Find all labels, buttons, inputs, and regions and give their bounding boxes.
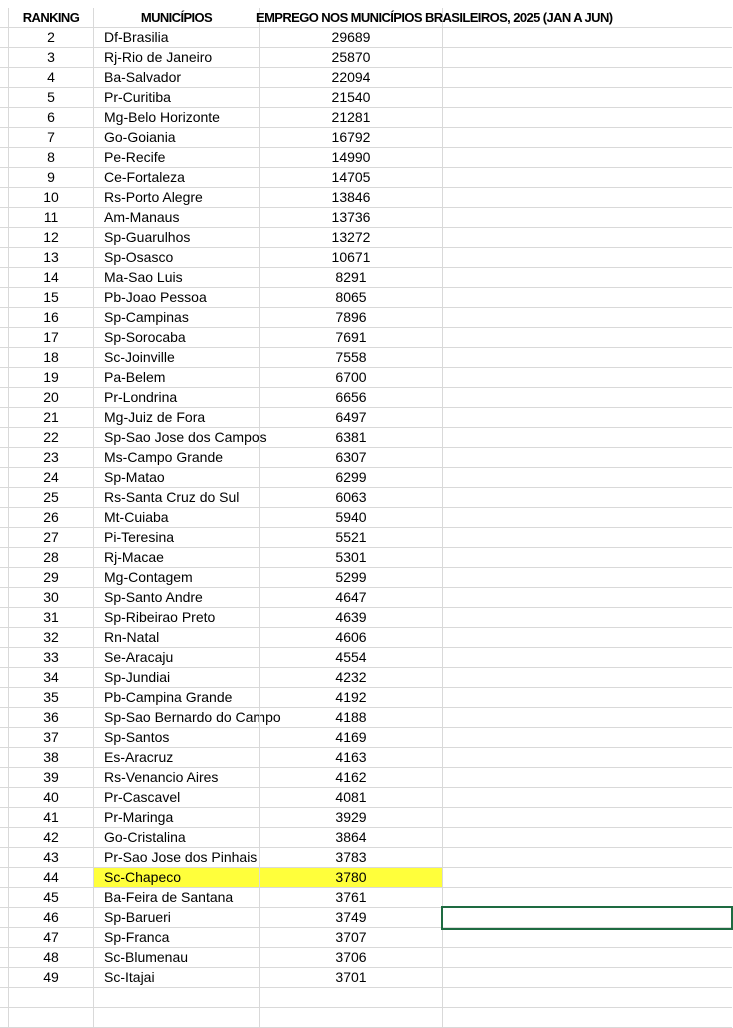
empty-cell[interactable] [443,28,732,47]
rank-cell[interactable]: 34 [8,668,93,687]
valor-cell[interactable]: 10671 [259,248,443,267]
valor-cell[interactable]: 4554 [259,648,443,667]
empty-cell[interactable] [443,688,732,707]
table-row [0,68,732,88]
table-row [0,688,732,708]
municipio-cell[interactable]: Sc-Joinville [93,348,259,367]
table-row [0,748,732,768]
rank-cell[interactable]: 4 [8,68,93,87]
valor-cell[interactable]: 4647 [259,588,443,607]
rank-cell[interactable]: 27 [8,528,93,547]
municipio-cell[interactable]: Pr-Londrina [93,388,259,407]
valor-cell[interactable]: 29689 [259,28,443,47]
table-row [0,288,732,308]
valor-cell[interactable]: 4232 [259,668,443,687]
valor-cell[interactable] [259,988,443,1007]
municipio-cell[interactable]: Ba-Feira de Santana [93,888,259,907]
table-row [0,88,732,108]
rank-cell[interactable]: 7 [8,128,93,147]
municipio-cell[interactable]: Mg-Juiz de Fora [93,408,259,427]
valor-cell[interactable]: 3929 [259,808,443,827]
valor-cell[interactable]: 6656 [259,388,443,407]
valor-cell[interactable]: 4162 [259,768,443,787]
rank-cell[interactable]: 11 [8,208,93,227]
empty-cell[interactable] [443,168,732,187]
rank-cell[interactable]: 29 [8,568,93,587]
table-row [0,948,732,968]
empty-cell[interactable] [443,948,732,967]
rank-cell[interactable]: 42 [8,828,93,847]
rank-cell[interactable]: 21 [8,408,93,427]
municipio-cell[interactable]: Rj-Rio de Janeiro [93,48,259,67]
table-row [0,148,732,168]
rank-cell[interactable]: 47 [8,928,93,947]
valor-cell[interactable]: 4639 [259,608,443,627]
municipio-cell[interactable]: Sp-Franca [93,928,259,947]
valor-cell[interactable]: 3864 [259,828,443,847]
table-row [0,928,732,948]
rank-cell[interactable]: 12 [8,228,93,247]
rank-cell[interactable]: 19 [8,368,93,387]
empty-cell[interactable] [443,568,732,587]
valor-cell[interactable]: 13846 [259,188,443,207]
empty-cell[interactable] [443,128,732,147]
rank-cell[interactable] [8,1008,93,1027]
valor-cell[interactable]: 7691 [259,328,443,347]
table-row [0,108,732,128]
valor-cell[interactable]: 4169 [259,728,443,747]
table-row [0,968,732,988]
empty-cell[interactable] [443,888,732,907]
rank-cell[interactable]: 15 [8,288,93,307]
municipio-cell[interactable]: Es-Aracruz [93,748,259,767]
table-row [0,848,732,868]
table-row [0,348,732,368]
municipio-cell[interactable]: Ce-Fortaleza [93,168,259,187]
rank-cell[interactable]: 23 [8,448,93,467]
table-row [0,588,732,608]
empty-cell[interactable] [443,228,732,247]
table-row [0,768,732,788]
municipio-cell[interactable]: Df-Brasilia [93,28,259,47]
municipio-cell[interactable]: Sp-Santos [93,728,259,747]
municipio-cell[interactable]: Rs-Santa Cruz do Sul [93,488,259,507]
rank-cell[interactable]: 44 [8,868,93,887]
valor-cell[interactable]: 16792 [259,128,443,147]
rank-cell[interactable]: 5 [8,88,93,107]
municipio-cell[interactable]: Mt-Cuiaba [93,508,259,527]
rank-cell[interactable]: 8 [8,148,93,167]
municipio-cell[interactable]: Sp-Campinas [93,308,259,327]
rank-cell[interactable]: 33 [8,648,93,667]
empty-cell[interactable] [443,448,732,467]
municipio-cell[interactable]: Ba-Salvador [93,68,259,87]
empty-cell[interactable] [443,828,732,847]
empty-cell[interactable] [443,728,732,747]
table-row [0,368,732,388]
valor-cell[interactable]: 13272 [259,228,443,247]
valor-cell[interactable]: 6700 [259,368,443,387]
valor-cell[interactable]: 3783 [259,848,443,867]
table-row [0,788,732,808]
empty-cell[interactable] [443,208,732,227]
empty-cell[interactable] [443,488,732,507]
valor-cell[interactable]: 6063 [259,488,443,507]
municipio-cell[interactable]: Pi-Teresina [93,528,259,547]
rank-cell[interactable]: 39 [8,768,93,787]
municipio-cell[interactable]: Ma-Sao Luis [93,268,259,287]
municipio-cell[interactable]: Sp-Guarulhos [93,228,259,247]
valor-cell[interactable]: 3780 [259,868,443,887]
valor-cell[interactable]: 6307 [259,448,443,467]
valor-cell[interactable]: 3761 [259,888,443,907]
empty-cell[interactable] [443,528,732,547]
table-row [0,448,732,468]
valor-cell[interactable]: 5940 [259,508,443,527]
rank-cell[interactable]: 10 [8,188,93,207]
empty-cell[interactable] [443,608,732,627]
table-row [0,728,732,748]
municipio-cell[interactable]: Pr-Sao Jose dos Pinhais [93,848,259,867]
table-row [0,48,732,68]
municipio-cell[interactable]: Sp-Matao [93,468,259,487]
municipio-cell[interactable]: Sp-Jundiai [93,668,259,687]
rank-cell[interactable]: 20 [8,388,93,407]
valor-cell[interactable]: 8291 [259,268,443,287]
municipio-cell[interactable]: Sp-Sao Jose dos Campos [93,428,259,447]
municipio-cell[interactable]: Go-Cristalina [93,828,259,847]
empty-cell[interactable] [443,68,732,87]
table-row [0,268,732,288]
rank-cell[interactable]: 22 [8,428,93,447]
table-row [0,888,732,908]
empty-cell[interactable] [443,248,732,267]
table-row [0,428,732,448]
header-row [0,8,732,28]
header-ranking[interactable]: RANKING [8,8,93,27]
municipio-cell[interactable]: Ms-Campo Grande [93,448,259,467]
empty-cell[interactable] [443,428,732,447]
municipio-cell[interactable] [93,1008,259,1027]
empty-cell[interactable] [443,788,732,807]
valor-cell[interactable]: 4081 [259,788,443,807]
municipio-cell[interactable]: Pr-Curitiba [93,88,259,107]
municipio-cell[interactable]: Am-Manaus [93,208,259,227]
table-row [0,608,732,628]
empty-cell[interactable] [443,408,732,427]
valor-cell[interactable]: 13736 [259,208,443,227]
valor-cell[interactable]: 5299 [259,568,443,587]
rank-cell[interactable]: 31 [8,608,93,627]
rank-cell[interactable]: 14 [8,268,93,287]
empty-cell[interactable] [443,348,732,367]
empty-cell[interactable] [443,368,732,387]
table-row [0,388,732,408]
empty-cell[interactable] [443,848,732,867]
header-municipios[interactable]: MUNICÍPIOS [93,8,259,27]
empty-cell[interactable] [443,588,732,607]
table-row [0,308,732,328]
municipio-cell[interactable] [93,988,259,1007]
table-row [0,248,732,268]
valor-cell[interactable]: 3749 [259,908,443,927]
table-row [0,168,732,188]
municipio-cell[interactable]: Pa-Belem [93,368,259,387]
rank-cell[interactable]: 38 [8,748,93,767]
empty-cell[interactable] [443,388,732,407]
rank-cell[interactable]: 9 [8,168,93,187]
rank-cell[interactable]: 26 [8,508,93,527]
empty-cell[interactable] [443,548,732,567]
municipio-cell[interactable]: Rs-Venancio Aires [93,768,259,787]
valor-cell[interactable]: 8065 [259,288,443,307]
table-row [0,528,732,548]
valor-cell[interactable] [259,1008,443,1027]
table-row [0,328,732,348]
rank-cell[interactable]: 49 [8,968,93,987]
municipio-cell[interactable]: Sc-Itajai [93,968,259,987]
empty-cell[interactable] [443,748,732,767]
municipio-cell[interactable]: Sp-Osasco [93,248,259,267]
rank-cell[interactable]: 41 [8,808,93,827]
valor-cell[interactable]: 21540 [259,88,443,107]
table-row [0,228,732,248]
rank-cell[interactable]: 6 [8,108,93,127]
empty-cell[interactable] [443,148,732,167]
empty-cell[interactable] [443,668,732,687]
table-row [0,548,732,568]
rank-cell[interactable]: 17 [8,328,93,347]
rank-cell[interactable]: 16 [8,308,93,327]
valor-cell[interactable]: 3701 [259,968,443,987]
valor-cell[interactable]: 4606 [259,628,443,647]
empty-cell[interactable] [443,188,732,207]
municipio-cell[interactable]: Sp-Ribeirao Preto [93,608,259,627]
table-row [0,28,732,48]
empty-cell[interactable] [443,268,732,287]
valor-cell[interactable]: 14705 [259,168,443,187]
municipio-cell[interactable]: Pb-Campina Grande [93,688,259,707]
empty-cell[interactable] [443,308,732,327]
rank-cell[interactable]: 28 [8,548,93,567]
table-row [0,828,732,848]
municipio-cell[interactable]: Pe-Recife [93,148,259,167]
table-row [0,208,732,228]
valor-cell[interactable]: 7558 [259,348,443,367]
table-row [0,808,732,828]
rank-cell[interactable]: 43 [8,848,93,867]
table-row [0,648,732,668]
valor-cell[interactable]: 5301 [259,548,443,567]
rank-cell[interactable]: 18 [8,348,93,367]
municipio-cell[interactable]: Sp-Sao Bernardo do Campo [93,708,259,727]
table-row [0,708,732,728]
table-row [0,868,732,888]
municipio-cell[interactable]: Pb-Joao Pessoa [93,288,259,307]
municipio-cell[interactable]: Sc-Blumenau [93,948,259,967]
municipio-cell[interactable]: Rj-Macae [93,548,259,567]
empty-cell[interactable] [443,1008,732,1027]
rank-cell[interactable]: 48 [8,948,93,967]
header-emprego[interactable]: EMPREGO NOS MUNICÍPIOS BRASILEIROS, 2025 (JAN A JUN) [256,10,613,25]
table-row [0,508,732,528]
valor-cell[interactable]: 14990 [259,148,443,167]
municipio-cell[interactable]: Sp-Barueri [93,908,259,927]
empty-cell[interactable] [443,508,732,527]
empty-cell[interactable] [443,288,732,307]
empty-cell[interactable] [443,988,732,1007]
municipio-cell[interactable]: Se-Aracaju [93,648,259,667]
valor-cell[interactable]: 4188 [259,708,443,727]
valor-cell[interactable]: 4163 [259,748,443,767]
rank-cell[interactable]: 30 [8,588,93,607]
valor-cell[interactable]: 25870 [259,48,443,67]
rank-cell[interactable]: 25 [8,488,93,507]
table-row [0,488,732,508]
valor-cell[interactable]: 4192 [259,688,443,707]
rank-cell[interactable]: 2 [8,28,93,47]
rank-cell[interactable] [8,988,93,1007]
empty-cell[interactable] [443,328,732,347]
table-row [0,988,732,1008]
empty-cell[interactable] [443,928,732,947]
municipio-cell[interactable]: Sp-Sorocaba [93,328,259,347]
rank-cell[interactable]: 24 [8,468,93,487]
empty-cell[interactable] [443,88,732,107]
rank-cell[interactable]: 46 [8,908,93,927]
valor-cell[interactable]: 3706 [259,948,443,967]
table-row [0,468,732,488]
municipio-cell[interactable]: Rs-Porto Alegre [93,188,259,207]
valor-cell[interactable]: 7896 [259,308,443,327]
selected-cell[interactable] [441,906,733,930]
empty-cell[interactable] [443,468,732,487]
empty-cell[interactable] [443,628,732,647]
empty-cell[interactable] [443,968,732,987]
municipio-cell[interactable]: Rn-Natal [93,628,259,647]
table-row [0,128,732,148]
municipio-cell[interactable]: Mg-Belo Horizonte [93,108,259,127]
table-row [0,668,732,688]
rank-cell[interactable]: 36 [8,708,93,727]
valor-cell[interactable]: 3707 [259,928,443,947]
rank-cell[interactable]: 32 [8,628,93,647]
empty-cell[interactable] [443,708,732,727]
valor-cell[interactable]: 6381 [259,428,443,447]
municipio-cell[interactable]: Sp-Santo Andre [93,588,259,607]
valor-cell[interactable]: 6299 [259,468,443,487]
table-row [0,568,732,588]
valor-cell[interactable]: 5521 [259,528,443,547]
rank-cell[interactable]: 37 [8,728,93,747]
rank-cell[interactable]: 45 [8,888,93,907]
table-row [0,1008,732,1028]
valor-cell[interactable]: 22094 [259,68,443,87]
municipio-cell[interactable]: Sc-Chapeco [93,868,259,887]
municipio-cell[interactable]: Mg-Contagem [93,568,259,587]
municipio-cell[interactable]: Go-Goiania [93,128,259,147]
empty-cell[interactable] [443,868,732,887]
table-row [0,408,732,428]
empty-cell[interactable] [443,48,732,67]
valor-cell[interactable]: 21281 [259,108,443,127]
empty-cell[interactable] [443,768,732,787]
table-row [0,188,732,208]
rank-cell[interactable]: 35 [8,688,93,707]
municipio-cell[interactable]: Pr-Maringa [93,808,259,827]
empty-cell[interactable] [443,648,732,667]
rank-cell[interactable]: 13 [8,248,93,267]
empty-cell[interactable] [443,108,732,127]
municipio-cell[interactable]: Pr-Cascavel [93,788,259,807]
rank-cell[interactable]: 3 [8,48,93,67]
empty-cell[interactable] [443,808,732,827]
rank-cell[interactable]: 40 [8,788,93,807]
empty-cell[interactable] [443,8,732,27]
table-row [0,628,732,648]
valor-cell[interactable]: 6497 [259,408,443,427]
